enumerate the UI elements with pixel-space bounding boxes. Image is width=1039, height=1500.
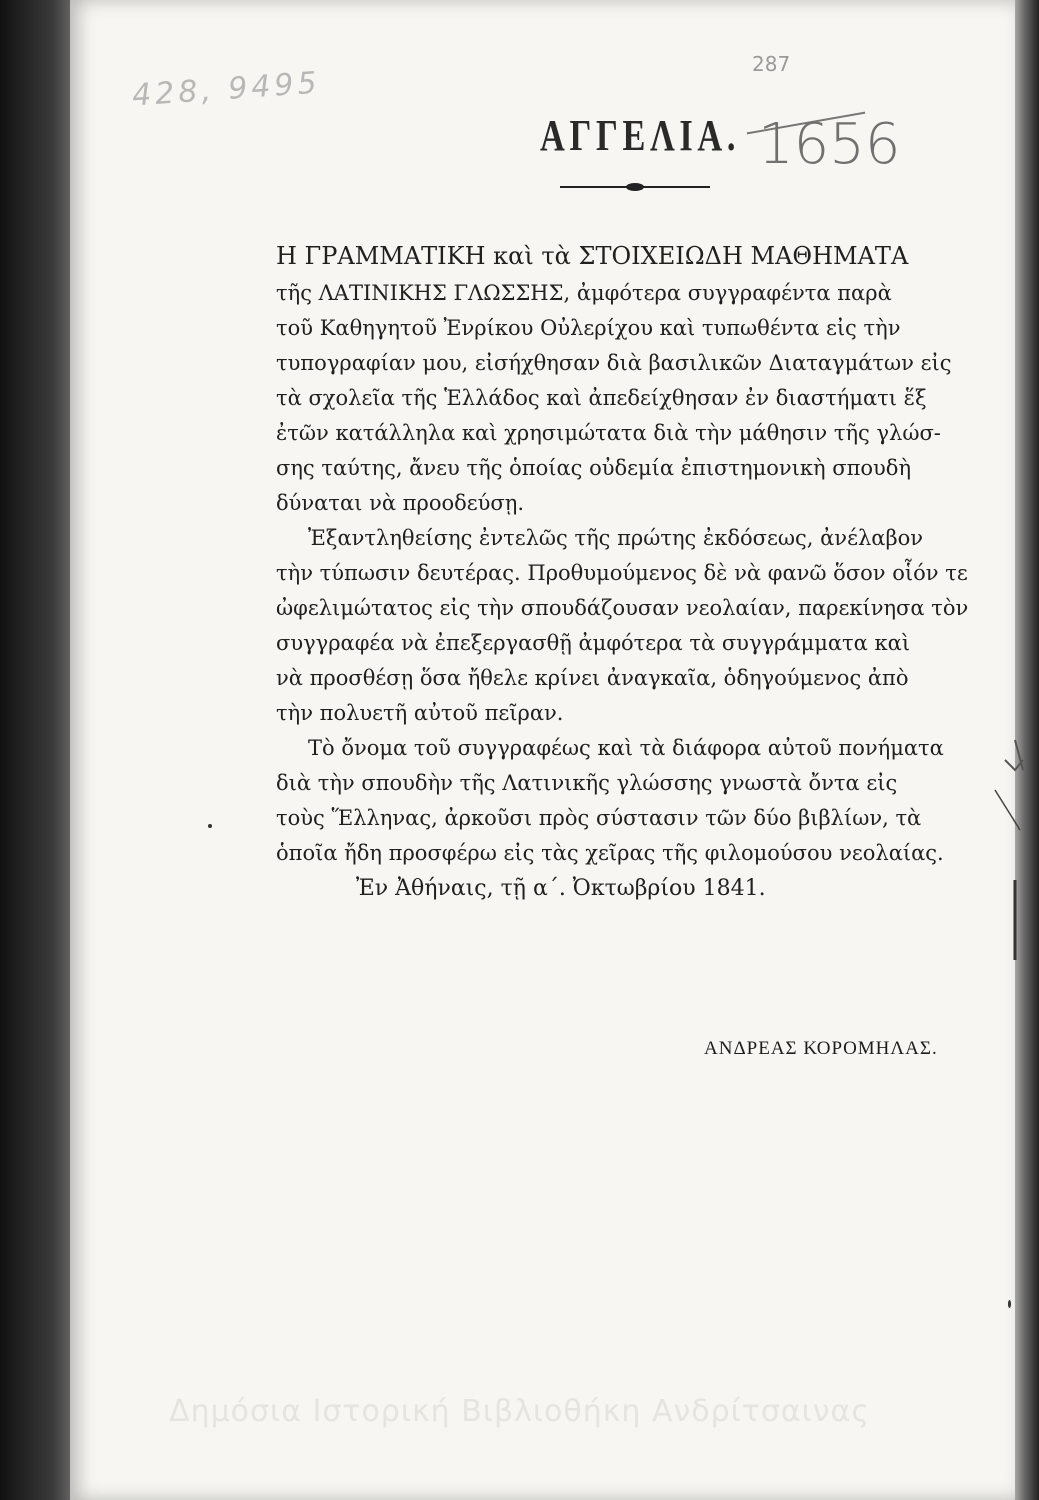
text-line: τὰ σχολεῖα τῆς Ἑλλάδος καὶ ἀπεδείχθησαν ἐν διαστήματι ἕξ — [276, 386, 927, 410]
text-line: ὠφελιμώτατος εἰς τὴν σπουδάζουσαν νεολαίαν, παρεκίνησα τὸν — [276, 596, 969, 620]
text-line: ὁποῖα ἤδη προσφέρω εἰς τὰς χεῖρας τῆς φιλομούσου νεολαίας. — [276, 841, 944, 865]
text-line: Τὸ ὄνομα τοῦ συγγραφέως καὶ τὰ διάφορα αὐτοῦ πονήματα — [308, 736, 944, 760]
announcement-body — [276, 236, 988, 906]
text-line: ἐτῶν κατάλληλα καὶ χρησιμώτατα διὰ τὴν μάθησιν τῆς γλώσ- — [276, 421, 941, 445]
title-ornament-rule — [560, 180, 710, 194]
text-line: Η ΓΡΑΜΜΑΤΙΚΗ καὶ τὰ ΣΤΟΙΧΕΙΩΔΗ ΜΑΘΗΜΑΤΑ — [276, 242, 909, 270]
text-line: τῆς ΛΑΤΙΝΙΚΗΣ ΓΛΩΣΣΗΣ, ἀμφότερα συγγραφέντα παρὰ — [276, 281, 892, 305]
text-line: Ἐξαντληθείσης ἐντελῶς τῆς πρώτης ἐκδόσεως, ἀνέλαβον — [308, 526, 923, 550]
pencil-annotation-mark — [985, 730, 1025, 970]
text-line: τυπογραφίαν μου, εἰσήχθησαν διὰ βασιλικῶν Διαταγμάτων εἰς — [276, 351, 952, 375]
handwritten-catalog-number: 428, 9495 — [131, 65, 322, 114]
text-line: τοὺς Ἕλληνας, ἀρκοῦσι πρὸς σύστασιν τῶν δύο βιβλίων, τὰ — [276, 806, 922, 830]
handwritten-page-number: 287 — [752, 52, 791, 76]
text-line: νὰ προσθέσῃ ὅσα ἤθελε κρίνει ἀναγκαῖα, ὁδηγούμενος ἀπὸ — [276, 666, 909, 690]
signature: ΑΝΔΡΕΑΣ ΚΟΡΟΜΗΛΑΣ. — [704, 1038, 938, 1059]
library-watermark: Δημόσια Ιστορική Βιβλιοθήκη Ανδρίτσαινας — [169, 1394, 870, 1429]
stamp-number: 1656 — [758, 112, 901, 177]
text-line: διὰ τὴν σπουδὴν τῆς Λατινικῆς γλώσσης γνωστὰ ὄντα εἰς — [276, 771, 898, 795]
date-line: Ἐν Ἀθήναις, τῇ α΄. Ὀκτωβρίου 1841. — [356, 876, 766, 901]
text-line: δύναται νὰ προοδεύσῃ. — [276, 491, 525, 515]
scan-speck — [208, 824, 212, 828]
text-line: τὴν πολυετῆ αὐτοῦ πεῖραν. — [276, 701, 564, 725]
text-line: τὴν τύπωσιν δευτέρας. Προθυμούμενος δὲ νὰ φανῶ ὅσον οἷόν τε — [276, 561, 968, 585]
text-line: σης ταύτης, ἄνευ τῆς ὁποίας οὐδεμία ἐπιστημονικὴ σπουδὴ — [276, 456, 912, 480]
scan-speck — [1008, 1300, 1011, 1308]
text-line: τοῦ Καθηγητοῦ Ἐνρίκου Οὐλερίχου καὶ τυπωθέντα εἰς τὴν — [276, 316, 901, 340]
page-title: ΑΓΓΕΛΙΑ. — [540, 111, 741, 160]
text-line: συγγραφέα νὰ ἐπεξεργασθῇ ἀμφότερα τὰ συγγράμματα καὶ — [276, 631, 911, 655]
